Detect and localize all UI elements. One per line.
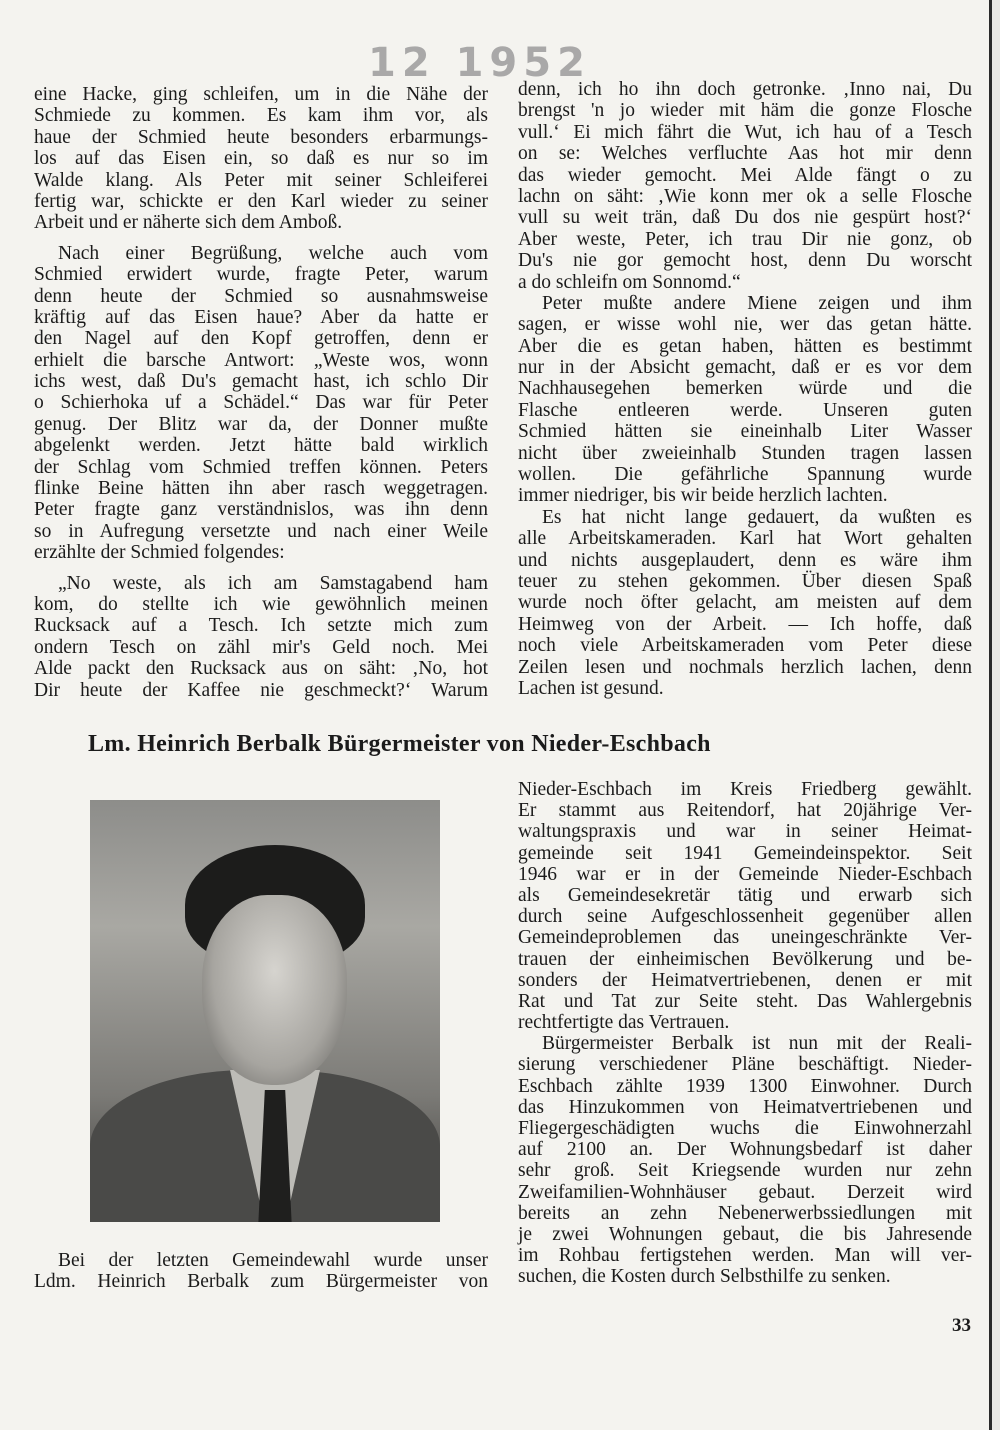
text-line: immer niedriger, bis wir beide herzlich lachten.: [518, 485, 888, 507]
text-line: Rat und Tat zur Seite steht. Das Wahlergebnis: [518, 990, 972, 1012]
text-line: denn heute der Schmied so ausnahmsweise: [34, 285, 488, 307]
portrait-photo: [90, 800, 440, 1222]
text-line: trauen der einheimischen Bevölkerung und be-: [518, 948, 972, 970]
paragraph: [34, 243, 488, 564]
text-line: Bei der letzten Gemeindewahl wurde unser: [58, 1250, 488, 1271]
text-line: los auf das Eisen ein, so daß es nur so im: [34, 148, 488, 170]
text-line: das Hinzukommen von Heimatvertriebenen und: [518, 1096, 972, 1118]
text-line: Peter fragte ganz verständnislos, was ihn denn: [34, 499, 488, 521]
text-line: abgelenkt werden. Jetzt hätte bald wirklich: [34, 435, 488, 457]
page-number: 33: [952, 1315, 971, 1336]
text-line: den Nagel auf den Kopf getroffen, denn er: [34, 328, 488, 350]
text-line: waltungspraxis und war in seiner Heimat-: [518, 821, 972, 843]
text-line: Arbeit und er näherte sich dem Amboß.: [34, 212, 343, 234]
photo-face: [202, 895, 347, 1085]
text-line: Rucksack auf a Tesch. Ich setzte mich zum: [34, 615, 488, 637]
story-column-left: [34, 84, 488, 701]
text-line: Dir heute der Kaffee nie geschmeckt?‘ Warum: [34, 679, 488, 701]
paragraph: [34, 84, 488, 234]
text-line: lachn on säht: ‚Wie konn mer ok a selle Flosche: [518, 185, 972, 207]
text-line: Zweifamilien-Wohnhäuser gebaut. Derzeit wird: [518, 1181, 972, 1203]
paragraph: [518, 507, 972, 700]
text-line: fertig war, schickte er den Karl wieder zu seiner: [34, 190, 488, 212]
text-line: Flasche entleeren werde. Unseren guten: [518, 399, 972, 421]
text-line: wollen. Die gefährliche Spannung wurde: [518, 464, 972, 486]
paragraph: [34, 573, 488, 701]
article-heading: Lm. Heinrich Berbalk Bürgermeister von Nieder-Eschbach: [88, 731, 711, 757]
text-line: suchen, die Kosten durch Selbsthilfe zu senken.: [518, 1266, 891, 1288]
text-line: auf 2100 an. Der Wohnungsbedarf ist daher: [518, 1139, 972, 1161]
text-line: Bürgermeister Berbalk ist nun mit der Reali-: [542, 1033, 972, 1055]
text-line: eine Hacke, ging schleifen, um in die Nähe der: [34, 84, 488, 105]
text-line: Aber die es getan haben, hätten es bestimmt: [518, 335, 972, 357]
text-line: rechtfertigte das Vertrauen.: [518, 1012, 730, 1034]
story-column-right: [518, 79, 972, 699]
text-line: noch viele Arbeitskameraden vom Peter diese: [518, 635, 972, 657]
text-line: nicht über zweieinhalb Stunden tragen lassen: [518, 442, 972, 464]
text-line: ondern Tesch on zähl mir's Geld noch. Mei: [34, 636, 488, 658]
text-line: sierung verschiedener Pläne beschäftigt. Nieder-: [518, 1054, 972, 1076]
text-line: vull.‘ Ei mich fährt die Wut, ich hau of a Tesch: [518, 121, 972, 143]
text-line: flinke Beine hätten ihn aber rasch weggetragen.: [34, 478, 488, 500]
text-line: Heimweg von der Arbeit. — Ich hoffe, daß: [518, 613, 972, 635]
text-line: ichs west, daß Du's gemacht hast, ich schlo Dir: [34, 371, 488, 393]
text-line: genug. Der Blitz war da, der Donner mußte: [34, 413, 488, 435]
text-line: Es hat nicht lange gedauert, da wußten es: [542, 506, 972, 528]
text-line: je zwei Wohnungen gebaut, die bis Jahresende: [518, 1223, 972, 1245]
text-line: erhielt die barsche Antwort: „Weste wos, wonn: [34, 349, 488, 371]
article-column-right: [518, 779, 972, 1288]
text-line: Aber weste, Peter, ich trau Dir nie gonz, ob: [518, 228, 972, 250]
text-line: erzählte der Schmied folgendes:: [34, 542, 285, 564]
page-edge-line: [989, 0, 992, 1430]
text-line: als Gemeindesekretär tätig und erwarb sich: [518, 884, 972, 906]
text-line: Schmied hätten sie eineinhalb Liter Wasser: [518, 421, 972, 443]
text-line: Alde packt den Rucksack aus on säht: ‚No, hot: [34, 658, 488, 680]
text-line: denn, ich ho ihn doch getronke. ‚Inno nai, Du: [518, 79, 972, 100]
text-line: haue der Schmied heute besonders erbarmungs-: [34, 126, 488, 148]
text-line: und nichts ausgeplaudert, denn es wäre ihm: [518, 549, 972, 571]
text-line: Peter mußte andere Miene zeigen und ihm: [542, 292, 972, 314]
text-line: Schmied erwidert wurde, fragte Peter, warum: [34, 264, 488, 286]
text-line: Du's nie gor gemocht host, denn Du worscht: [518, 250, 972, 272]
text-line: on se: Welches verfluchte Aas hot mir denn: [518, 143, 972, 165]
text-line: kräftig auf das Eisen haue? Aber da hatte er: [34, 306, 488, 328]
text-line: Gemeindeproblemen das uneingeschränkte Ver-: [518, 927, 972, 949]
text-line: brengst 'n jo wieder mit häm die gonze Flosche: [518, 100, 972, 122]
text-line: durch seine Aufgeschlossenheit gegenüber allen: [518, 906, 972, 928]
page-margin: [992, 0, 1000, 1430]
text-line: sagen, er wisse wohl nie, wer das getan hätte.: [518, 314, 972, 336]
text-line: sehr groß. Seit Kriegsende wurden nur zehn: [518, 1160, 972, 1182]
text-line: das wieder gemocht. Mei Alde fängt o zu: [518, 164, 972, 186]
date-stamp: 12 1952: [368, 40, 591, 86]
paragraph: [518, 79, 972, 293]
text-line: o Schierhoka uf a Schädel.“ Das war für Peter: [34, 392, 488, 414]
text-line: Ldm. Heinrich Berbalk zum Bürgermeister von: [34, 1271, 488, 1293]
paragraph: [34, 1250, 488, 1293]
text-line: kom, do stellte ich wie gewöhnlich meinen: [34, 593, 488, 615]
text-line: gemeinde seit 1941 Gemeindeinspektor. Seit: [518, 842, 972, 864]
paragraph: [518, 293, 972, 507]
paragraph: [518, 1033, 972, 1287]
text-line: Er stammt aus Reitendorf, hat 20jährige Ver-: [518, 800, 972, 822]
text-line: Walde klang. Als Peter mit seiner Schleiferei: [34, 169, 488, 191]
text-line: der Schlag vom Schmied treffen können. Peters: [34, 456, 488, 478]
text-line: nur in der Absicht gemacht, daß er es vor dem: [518, 357, 972, 379]
text-line: 1946 war er in der Gemeinde Nieder-Eschbach: [518, 863, 972, 885]
text-line: a do schleifn om Sonnomd.“: [518, 271, 741, 293]
text-line: alle Arbeitskameraden. Karl hat Wort gehalten: [518, 528, 972, 550]
text-line: wurde noch öfter gelacht, am meisten auf dem: [518, 592, 972, 614]
text-line: teuer zu stehen gekommen. Über diesen Spaß: [518, 570, 972, 592]
text-line: „No weste, als ich am Samstagabend ham: [58, 572, 488, 594]
text-line: Nachhausegehen bemerken würde und die: [518, 378, 972, 400]
text-line: bereits an zehn Nebenerwerbssiedlungen mit: [518, 1202, 972, 1224]
paragraph: [518, 779, 972, 1033]
text-line: Schmiede zu kommen. Es kam ihm vor, als: [34, 105, 488, 127]
text-line: Zeilen lesen und nochmals herzlich lachen, denn: [518, 656, 972, 678]
text-line: Nach einer Begrüßung, welche auch vom: [58, 242, 488, 264]
text-line: vull su weit trän, daß Du dos nie gespürt host?‘: [518, 207, 972, 229]
text-line: Lachen ist gesund.: [518, 677, 664, 699]
text-line: Eschbach zählte 1939 1300 Einwohner. Durch: [518, 1075, 972, 1097]
photo-caption: [34, 1250, 488, 1293]
text-line: Nieder-Eschbach im Kreis Friedberg gewählt.: [518, 779, 972, 800]
text-line: Fliegergeschädigten wuchs die Einwohnerzahl: [518, 1118, 972, 1139]
text-line: sonders der Heimatvertriebenen, denen er mit: [518, 969, 972, 991]
text-line: im Rohbau fertigstehen werden. Man will ver-: [518, 1245, 972, 1267]
text-line: so in Aufregung versetzte und nach einer Weile: [34, 520, 488, 542]
